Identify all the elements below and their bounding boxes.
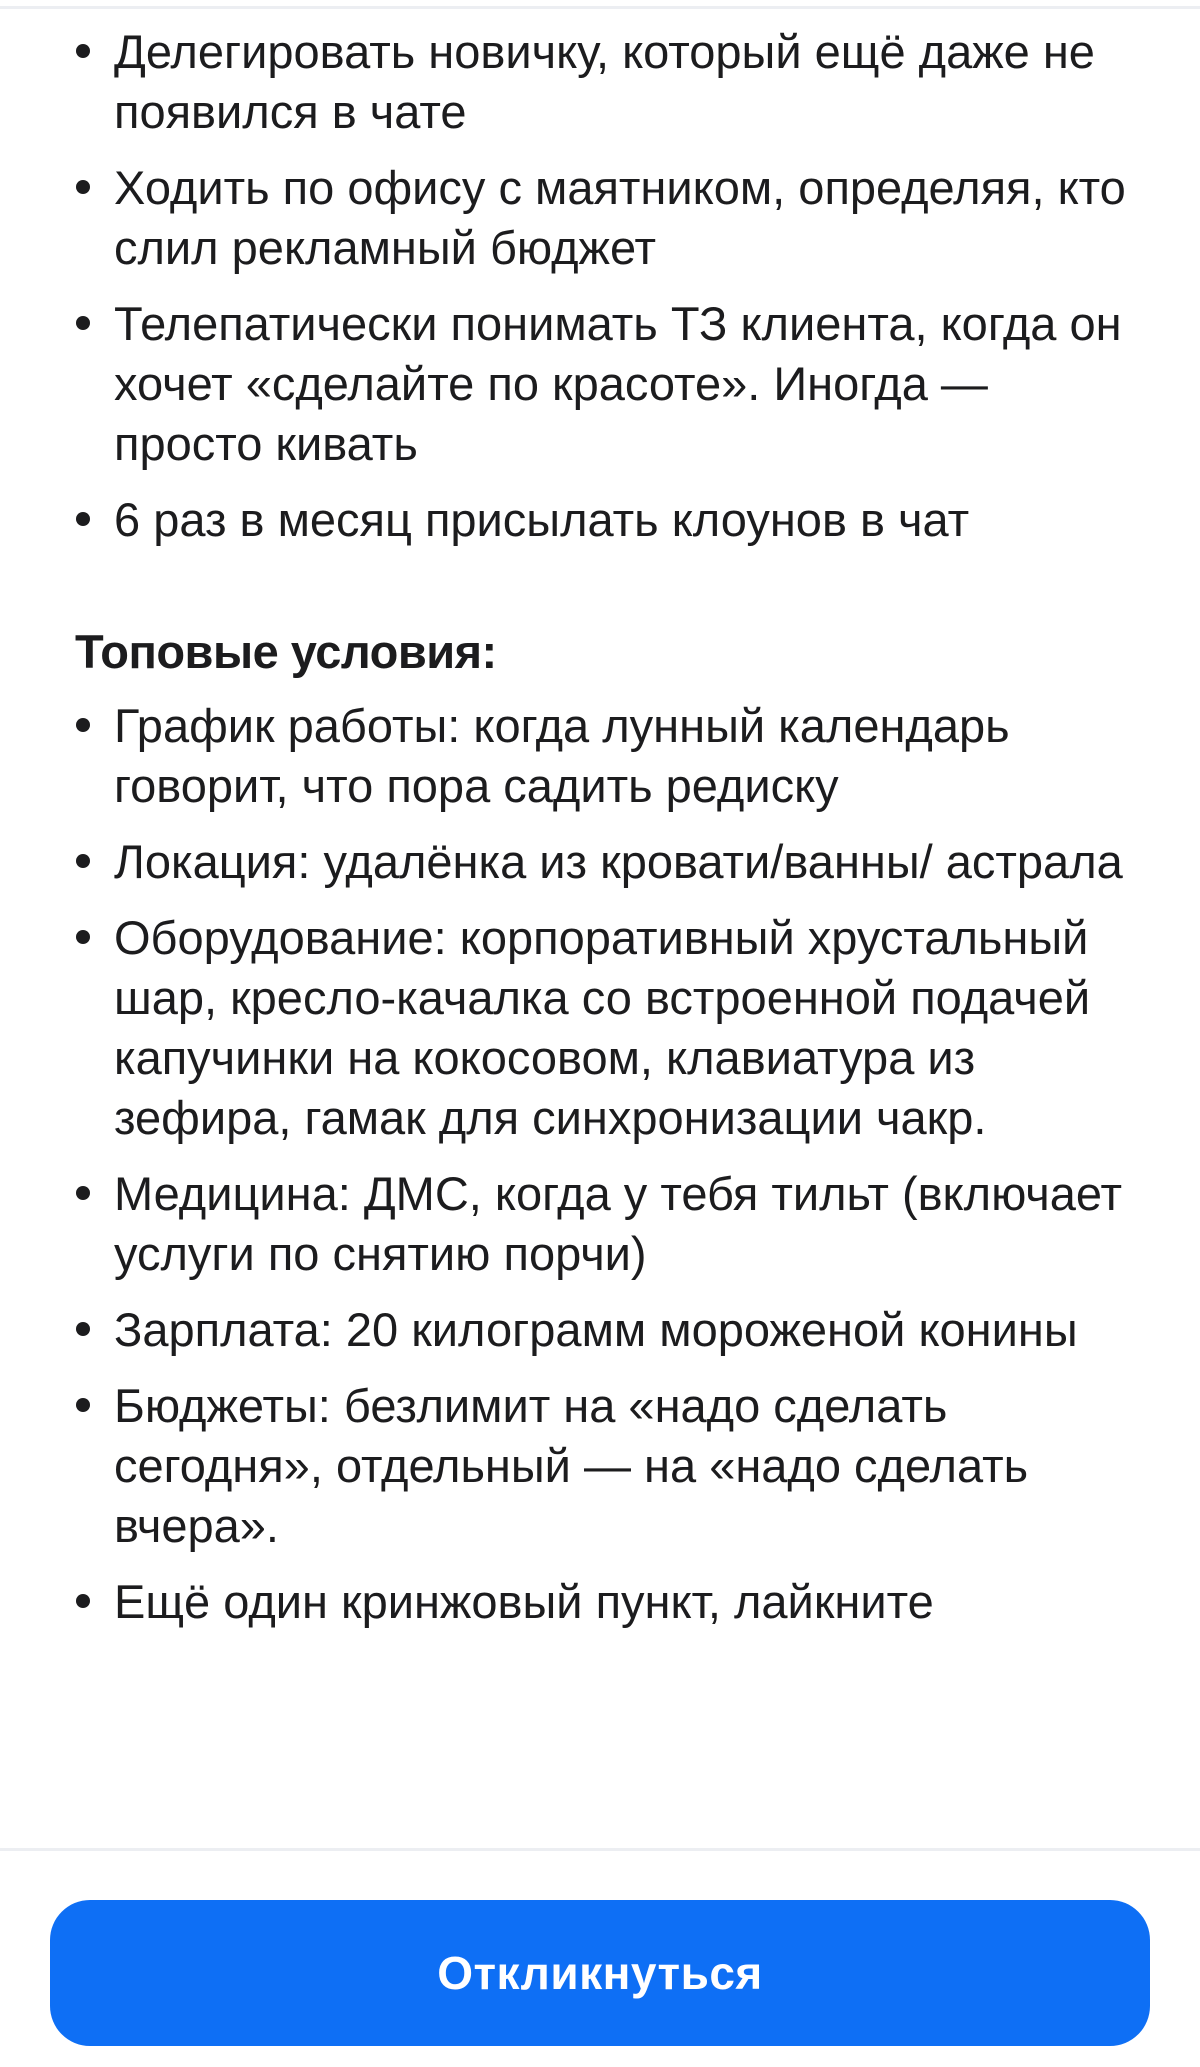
list-item-text: Ещё один кринжовый пункт, лайкните [114, 1575, 934, 1628]
list-item-text: Ходить по офису с маятником, определяя, кто слил рекламный бюджет [114, 161, 1126, 274]
bottom-action-bar [0, 1848, 1200, 2067]
list-item-text: Зарплата: 20 килограмм мороженой конины [114, 1303, 1078, 1356]
list-item-text: 6 раз в месяц присылать клоунов в чат [114, 493, 970, 546]
list-item-text: Локация: удалёнка из кровати/ванны/ астрала [114, 835, 1123, 888]
list-item [114, 1376, 1140, 1556]
conditions-heading: Топовые условия: [75, 625, 497, 678]
list-item-text: График работы: когда лунный календарь говорит, что пора садить редиску [114, 699, 1010, 812]
list-item-text: Медицина: ДМС, когда у тебя тильт (включает услуги по снятию порчи) [114, 1167, 1123, 1280]
bullet-icon [76, 718, 90, 732]
list-item [114, 696, 1140, 816]
bullet-icon [76, 1594, 90, 1608]
bullet-icon [76, 930, 90, 944]
bullet-icon [76, 1322, 90, 1336]
list-item [114, 22, 1140, 142]
list-item-text: Оборудование: корпоративный хрустальный шар, кресло-качалка со встроенной подачей капучинки на кокосовом, клавиатура из зефира, гамак для синхронизации чакр. [114, 911, 1091, 1144]
list-item [114, 1164, 1140, 1284]
bullet-icon [76, 854, 90, 868]
bullet-icon [76, 180, 90, 194]
list-item-text: Бюджеты: безлимит на «надо сделать сегодня», отдельный — на «надо сделать вчера». [114, 1379, 1029, 1552]
bullet-icon [76, 44, 90, 58]
bullet-icon [76, 1398, 90, 1412]
bullet-icon [76, 512, 90, 526]
bullet-icon [76, 316, 90, 330]
apply-button[interactable]: Откликнуться [50, 1900, 1150, 2046]
list-item-text: Телепатически понимать ТЗ клиента, когда он хочет «сделайте по красоте». Иногда — просто кивать [114, 297, 1122, 470]
list-item [114, 294, 1140, 474]
conditions-list [0, 696, 1200, 1648]
duties-list [0, 22, 1200, 566]
bullet-icon [76, 1186, 90, 1200]
list-item [114, 908, 1140, 1148]
list-item [114, 832, 1140, 892]
list-item-text: Делегировать новичку, который ещё даже не появился в чате [114, 25, 1095, 138]
list-item [114, 1300, 1140, 1360]
list-item [114, 158, 1140, 278]
list-item [114, 1572, 1140, 1632]
list-item [114, 490, 1140, 550]
